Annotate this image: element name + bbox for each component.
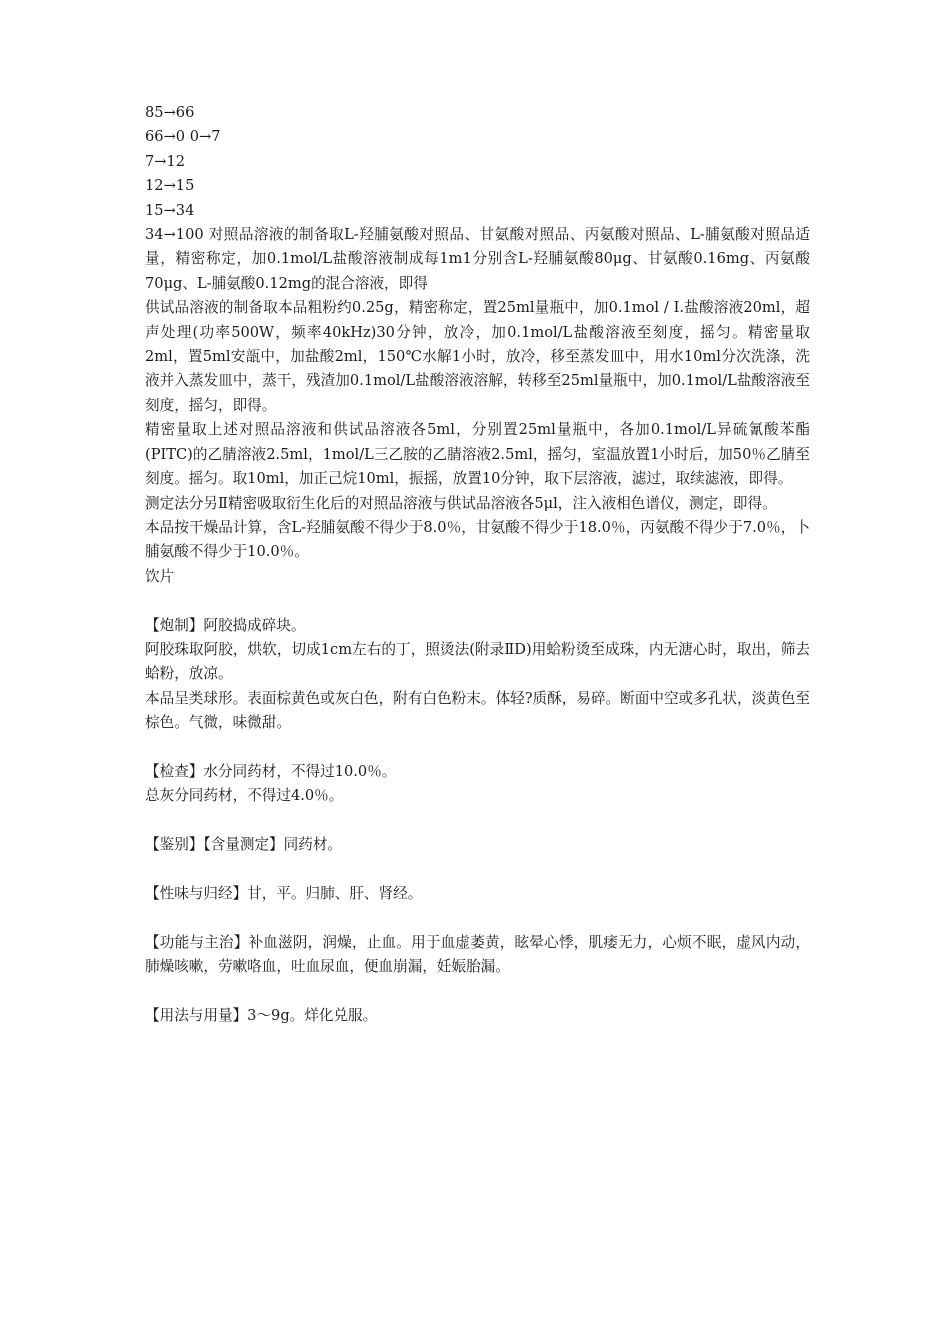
reference-solution-paragraph: 34→100 对照品溶液的制备取L-羟脯氨酸对照品、甘氨酸对照品、丙氨酸对照品、L-脯氨酸对照品适量，精密称定，加0.1mol/L盐酸溶液制成每1m1分别含L-羟脯氨酸80μg、甘氨酸0.16mg、丙氨酸70μg、L-脯氨酸0.12mg的混合溶液，即得 [145, 226, 810, 292]
spacer [145, 906, 810, 930]
gradient-row: 7→12 [145, 152, 186, 170]
description-paragraph: 本品呈类球形。表面棕黄色或灰白色，附有白色粉末。体轻?质酥，易碎。断面中空或多孔状，淡黄色至棕色。气微，味微甜。 [145, 689, 810, 732]
spacer [145, 589, 810, 613]
content-limit-paragraph: 本品按干燥品计算，含L-羟脯氨酸不得少于8.0％，甘氨酸不得少于18.0％，丙氨酸不得少于7.0％，卜脯氨酸不得少于10.0％。 [145, 518, 810, 561]
spacer [145, 809, 810, 833]
processing-paragraph: 【炮制】阿胶捣成碎块。 [145, 616, 306, 634]
section-heading-yinpian: 饮片 [145, 567, 175, 585]
determination-paragraph: 测定法分另Ⅱ精密吸取衍生化后的对照品溶液与供试品溶液各5μl，注入液相色谱仪，测定，即得。 [145, 494, 777, 512]
spacer [145, 736, 810, 760]
derivatization-paragraph: 精密量取上述对照品溶液和供试品溶液各5ml，分别置25ml量瓶中，各加0.1mol/L异硫氰酸苯酯(PITC)的乙腈溶液2.5ml，1mol/L三乙胺的乙腈溶液2.5ml，摇匀，室温放置1小时后，加50％乙腈至刻度。摇匀。取10ml，加正己烷10ml，振摇，放置10分钟，取下层溶液，滤过，取续滤液，即得。 [145, 421, 810, 488]
property-meridian-paragraph: 【性味与归经】甘，平。归肺、肝、肾经。 [145, 884, 423, 902]
gradient-row: 12→15 [145, 177, 195, 195]
spacer [145, 980, 810, 1004]
function-indication-paragraph: 【功能与主治】补血滋阴，润燥，止血。用于血虚萎黄，眩晕心悸，肌痿无力，心烦不眠，虚风内动，肺燥咳嗽，劳嗽咯血，吐血尿血，便血崩漏，妊娠胎漏。 [145, 933, 810, 976]
inspection-paragraph: 【检查】水分同药材，不得过10.0％。 [145, 762, 397, 780]
gradient-row: 15→34 [145, 201, 195, 219]
total-ash-paragraph: 总灰分同药材，不得过4.0％。 [145, 787, 344, 805]
usage-dosage-paragraph: 【用法与用量】3～9g。烊化兑服。 [145, 1006, 378, 1024]
spacer [145, 858, 810, 882]
gradient-row: 66→0 0→7 [145, 128, 221, 146]
document-body [145, 101, 810, 1028]
gradient-row: 85→66 [145, 104, 195, 121]
test-solution-paragraph: 供试品溶液的制备取本品粗粉约0.25g，精密称定，置25ml量瓶中，加0.1mol / I.盐酸溶液20ml，超声处理(功率500W，频率40kHz)30分钟，放冷，加0.1mol/L盐酸溶液至刻度，摇匀。精密量取2ml，置5ml安瓿中，加盐酸2ml，150℃水解1小时，放冷，移至蒸发皿中，用水10ml分次洗涤，洗液并入蒸发皿中，蒸干，残渣加0.1mol/L盐酸溶液溶解，转移至25ml量瓶中，加0.1mol/L盐酸溶液至刻度，摇匀，即得。 [145, 299, 810, 414]
identification-paragraph: 【鉴别】【含量测定】同药材。 [145, 836, 343, 854]
ejiao-zhu-paragraph: 阿胶珠取阿胶，烘软，切成1cm左右的丁，照烫法(附录ⅡD)用蛤粉烫至成珠，内无溏心时，取出，筛去蛤粉，放凉。 [145, 640, 810, 683]
